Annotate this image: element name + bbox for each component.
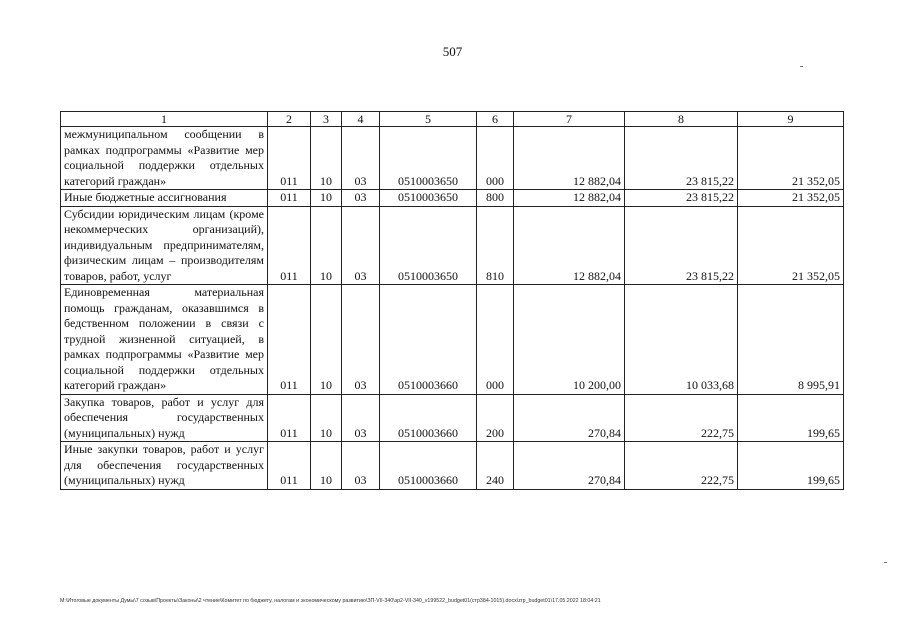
cell-expense-type: 240 [477,442,514,490]
cell-ministry: 011 [268,285,311,395]
cell-section: 10 [311,285,342,395]
cell-amount-3: 199,65 [738,394,844,442]
cell-ministry: 011 [268,190,311,207]
cell-amount-3: 199,65 [738,442,844,490]
table-row [61,285,844,395]
table-row [61,127,844,190]
row-name: Закупка товаров, работ и услуг для обеспечения государственных (муниципальных) нужд [61,394,268,442]
cell-target-article: 0510003660 [380,285,477,395]
cell-ministry: 011 [268,394,311,442]
column-header: 6 [477,112,514,127]
cell-amount-1: 270,84 [514,442,625,490]
cell-amount-3: 21 352,05 [738,127,844,190]
cell-amount-2: 23 815,22 [625,127,738,190]
table-row [61,190,844,207]
cell-section: 10 [311,394,342,442]
cell-amount-2: 23 815,22 [625,190,738,207]
cell-target-article: 0510003660 [380,442,477,490]
cell-ministry: 011 [268,442,311,490]
cell-subsection: 03 [342,394,380,442]
cell-amount-2: 10 033,68 [625,285,738,395]
scan-speck [800,66,803,67]
cell-expense-type: 000 [477,127,514,190]
column-header: 7 [514,112,625,127]
page-number: 507 [442,44,463,59]
cell-target-article: 0510003650 [380,190,477,207]
cell-section: 10 [311,190,342,207]
cell-expense-type: 200 [477,394,514,442]
row-name: Единовременная материальная помощь гражданам, оказавшимся в бедственном положении в связи с трудной жизненной ситуацией, в рамках подпрограммы «Развитие мер социальной поддержки отдельных категорий граждан» [61,285,268,395]
row-name: Иные закупки товаров, работ и услуг для обеспечения государственных (муниципальных) нужд [61,442,268,490]
row-name: Субсидии юридическим лицам (кроме некоммерческих организаций), индивидуальным предпринимателям, физическим лицам – производителям товаров, работ, услуг [61,206,268,285]
cell-expense-type: 000 [477,285,514,395]
cell-amount-3: 21 352,05 [738,190,844,207]
cell-subsection: 03 [342,285,380,395]
cell-amount-3: 21 352,05 [738,206,844,285]
table-row [61,206,844,285]
column-header: 4 [342,112,380,127]
column-header: 1 [61,112,268,127]
column-header: 9 [738,112,844,127]
header-row [61,112,844,127]
cell-amount-1: 270,84 [514,394,625,442]
cell-target-article: 0510003650 [380,127,477,190]
cell-subsection: 03 [342,442,380,490]
cell-section: 10 [311,127,342,190]
cell-amount-1: 10 200,00 [514,285,625,395]
cell-amount-2: 222,75 [625,394,738,442]
table-row [61,442,844,490]
cell-target-article: 0510003650 [380,206,477,285]
cell-expense-type: 810 [477,206,514,285]
footer-file-path: М:\Итоговые документы Думы\7 созыв\Проекты\Законы\2 чтение\Комитет по бюджету, налогам и экономическому развитию\ЗП-VII-340\зр2-VII-340_v199522_budget01(стр384-1015).docx\zrp_budget01\17.05.2022 18:04:21 [60,598,601,604]
table-row [61,394,844,442]
row-name: межмуниципальном сообщении в рамках подпрограммы «Развитие мер социальной поддержки отдельных категорий граждан» [61,127,268,190]
cell-amount-1: 12 882,04 [514,206,625,285]
column-header: 2 [268,112,311,127]
row-name: Иные бюджетные ассигнования [61,190,268,207]
cell-subsection: 03 [342,127,380,190]
cell-ministry: 011 [268,206,311,285]
cell-section: 10 [311,442,342,490]
cell-amount-3: 8 995,91 [738,285,844,395]
scan-speck [884,562,887,563]
cell-amount-2: 23 815,22 [625,206,738,285]
cell-subsection: 03 [342,190,380,207]
cell-subsection: 03 [342,206,380,285]
column-header: 8 [625,112,738,127]
column-header: 3 [311,112,342,127]
cell-amount-1: 12 882,04 [514,127,625,190]
cell-target-article: 0510003660 [380,394,477,442]
budget-table [60,111,844,490]
cell-amount-1: 12 882,04 [514,190,625,207]
column-header: 5 [380,112,477,127]
cell-ministry: 011 [268,127,311,190]
cell-expense-type: 800 [477,190,514,207]
cell-amount-2: 222,75 [625,442,738,490]
cell-section: 10 [311,206,342,285]
